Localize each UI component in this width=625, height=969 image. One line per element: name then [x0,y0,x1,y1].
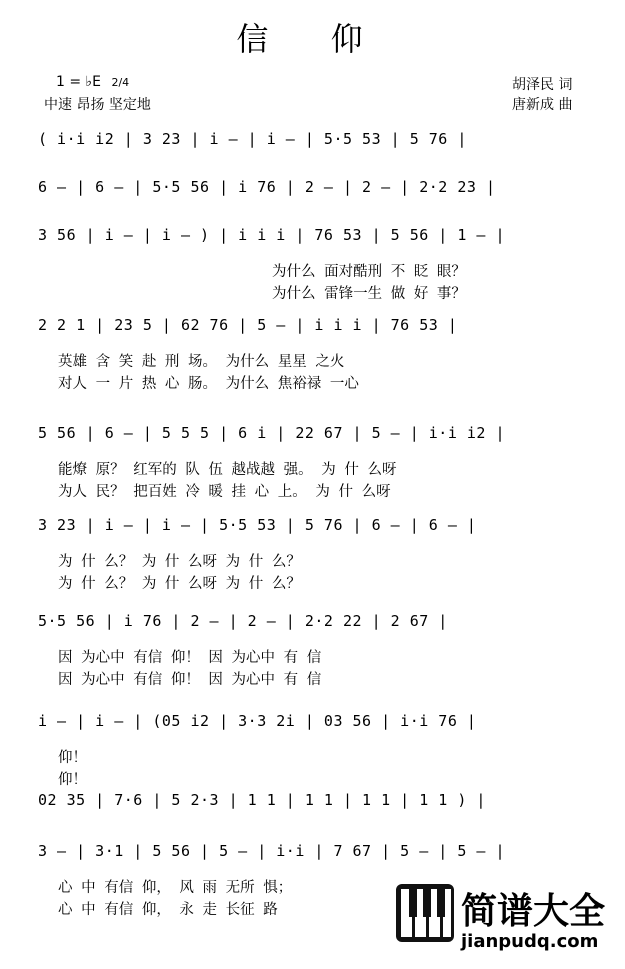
notation-row: 3 23 | i — | i — | 5·5 53 | 5 76 | 6 — | 6 — | [38,516,477,534]
notation-row: 5·5 56 | i 76 | 2 — | 2 — | 2·2 22 | 2 67 | [38,612,448,630]
notation-row: 5 56 | 6 — | 5 5 5 | 6 i | 22 67 | 5 — | i·i i2 | [38,424,506,442]
notation-row: 2 2 1 | 23 5 | 62 76 | 5 — | i i i | 76 53 | [38,316,458,334]
lyric-line: 为什么 面对酷刑 不 眨 眼？ [272,264,466,280]
lyric-line: 心 中 有信 仰， 永 走 长征 路 [58,902,278,918]
notation-row: i — | i — | (05 i2 | 3·3 2i | 03 56 | i·i 76 | [38,712,477,730]
notation-row: 3 — | 3·1 | 5 56 | 5 — | i·i | 7 67 | 5 — | 5 — | [38,842,506,860]
piano-keys-icon [395,883,455,943]
lyric-line: 能燎 原？ 红军的 队 伍 越战越 强。 为 什 么呀 [58,462,397,478]
lyricist-credit: 胡泽民 词 [512,77,573,93]
notation-row: 3 56 | i — | i — ) | i i i | 76 53 | 5 56 | 1 — | [38,226,506,244]
lyric-line: 对人 一 片 热 心 肠。 为什么 焦裕禄 一心 [58,376,359,392]
lyric-line: 因 为心中 有信 仰！ 因 为心中 有 信 [58,672,322,688]
notation-row: 02 35 | 7·6 | 5 2·3 | 1 1 | 1 1 | 1 1 | 1 1 ) | [38,791,486,809]
lyric-line: 为 什 么？ 为 什 么呀 为 什 么？ [58,554,301,570]
watermark-brand: 简谱大全 [461,891,606,932]
lyric-line: 仰！ [58,772,87,788]
lyric-line: 为人 民？ 把百姓 冷 暖 挂 心 上。 为 什 么呀 [58,484,391,500]
lyric-line: 仰！ [58,750,87,766]
tempo-marking: 中速 昂扬 坚定地 [44,97,151,113]
watermark-logo [395,883,625,969]
lyric-line: 心 中 有信 仰， 风 雨 无所 惧； [58,880,293,896]
time-signature: 2/4 [111,76,130,89]
key-label: 1 = ♭E [56,74,101,90]
notation-row: 6 — | 6 — | 5·5 56 | i 76 | 2 — | 2 — | 2·2 23 | [38,178,496,196]
composer-credit: 唐新成 曲 [512,97,573,113]
notation-row: ( i·i i2 | 3 23 | i — | i — | 5·5 53 | 5 76 | [38,130,467,148]
lyric-line: 英雄 含 笑 赴 刑 场。 为什么 星星 之火 [58,354,345,370]
key-signature [56,74,129,90]
lyric-line: 因 为心中 有信 仰！ 因 为心中 有 信 [58,650,322,666]
lyric-line: 为 什 么？ 为 什 么呀 为 什 么？ [58,576,301,592]
lyric-line: 为什么 雷锋一生 做 好 事？ [272,286,466,302]
song-title: 信 仰 [236,20,389,58]
watermark-url: jianpudq.com [461,931,599,952]
